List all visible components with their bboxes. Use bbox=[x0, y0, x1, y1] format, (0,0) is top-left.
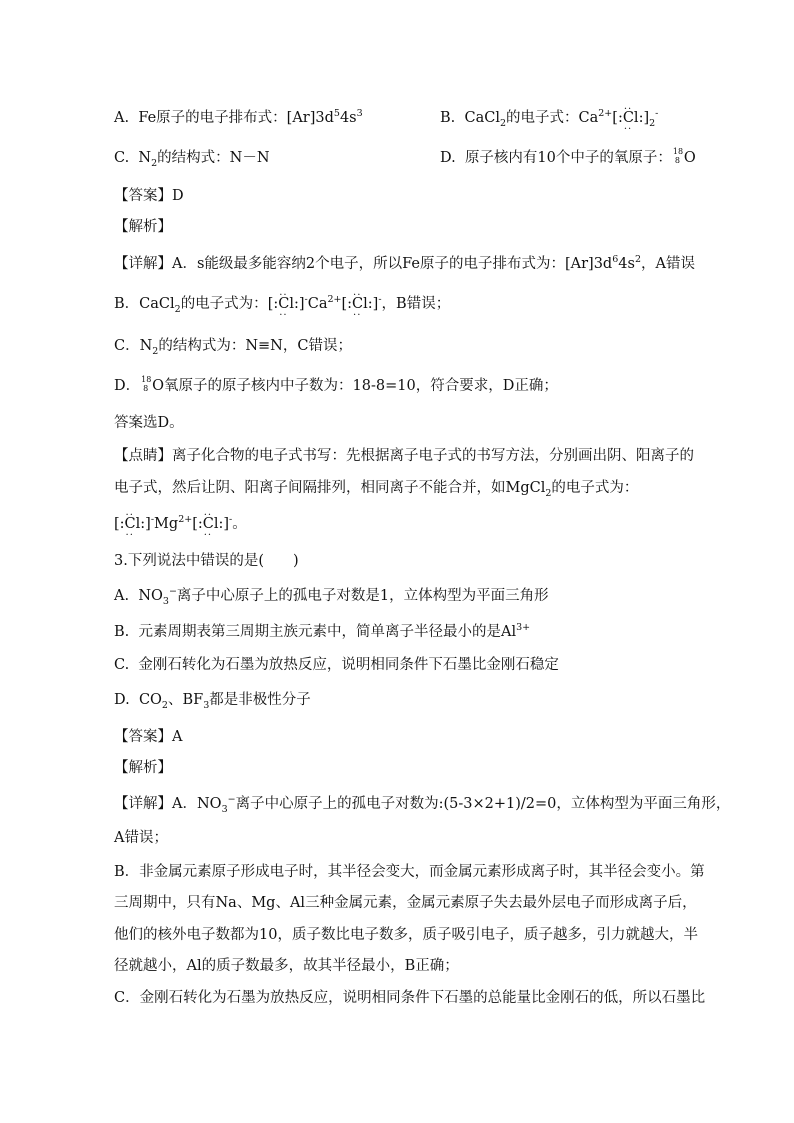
option-c: C. $N_2$的结构式：N－N bbox=[114, 150, 270, 169]
q3-detail-a-cont: A错误； bbox=[114, 830, 168, 846]
electron-dots: .. Cl .. bbox=[125, 514, 141, 534]
electron-dots: .. Cl .. bbox=[623, 108, 639, 128]
detail-a: 【详解】A．s能级最多能容纳2个电子，所以Fe原子的电子排布式为：$[Ar]3d^64s^2$，A错误 bbox=[114, 254, 695, 272]
answer-line: 【答案】D bbox=[114, 188, 184, 204]
q3-analysis-heading: 【解析】 bbox=[114, 760, 172, 776]
tip-line-3: [:.. Cl $..:]^-Mg^{2+}$[:.. Cl ..:]-。 bbox=[114, 514, 247, 534]
q3-detail-b-4: 径就越小，Al的质子数最多，故其半径最小，B正确； bbox=[114, 958, 459, 974]
isotope-notation: 18 8 bbox=[672, 147, 684, 165]
isotope-notation: 18 8 bbox=[141, 375, 152, 393]
electron-dots: .. Cl .. bbox=[203, 514, 219, 534]
option-text: Fe原子的电子排布式：[Ar]3d bbox=[138, 110, 334, 126]
option-b: B. CaCl$_2$的电子式：$Ca^{2+}$[:.. Cl $..:]_2^-$ bbox=[440, 108, 658, 128]
q3-option-c: C. 金刚石转化为石墨为放热反应，说明相同条件下石墨比金刚石稳定 bbox=[114, 657, 559, 673]
q3-detail-a: 【详解】A．$NO_3^-$离子中心原子上的孤电子对数为:(5-3×2+1)/2=0，立体构型为平面三角形， bbox=[114, 794, 731, 815]
detail-d: D． 18 8 O氧原子的原子核内中子数为：18-8=10，符合要求，D正确； bbox=[114, 375, 558, 394]
question-3-stem: 3.下列说法中错误的是( ) bbox=[114, 553, 299, 569]
q3-detail-b-3: 他们的核外电子数都为10，质子数比电子数多，质子吸引电子，质子越多，引力就越大，半 bbox=[114, 927, 698, 943]
tip-line-2: 电子式，然后让阴、阳离子间隔排列，相同离子不能合并，如MgCl$_2$的电子式为： bbox=[114, 480, 639, 499]
option-label: A. bbox=[114, 110, 130, 126]
analysis-heading: 【解析】 bbox=[114, 219, 172, 235]
electron-dots: .. Cl .. bbox=[278, 294, 294, 314]
electron-dots: .. Cl .. bbox=[352, 294, 368, 314]
q3-answer: 【答案】A bbox=[114, 729, 183, 745]
q3-detail-b-1: B．非金属元素原子形成电子时，其半径会变大，而金属元素形成离子时，其半径会变小。第 bbox=[114, 864, 705, 880]
q3-option-b: B. 元素周期表第三周期主族元素中，简单离子半径最小的是$Al^{3+}$ bbox=[114, 622, 531, 640]
conclusion: 答案选D。 bbox=[114, 415, 184, 431]
tip-line-1: 【点睛】离子化合物的电子式书写：先根据离子电子式的书写方法，分别画出阴、阳离子的 bbox=[114, 448, 694, 464]
q3-option-a: A. $NO_3^-$离子中心原子上的孤电子对数是1，立体构型为平面三角形 bbox=[114, 586, 549, 607]
q3-option-d: D. $CO_2$、$BF_3$都是非极性分子 bbox=[114, 692, 311, 711]
detail-c: C．$N_2$的结构式为：N≡N，C错误； bbox=[114, 338, 352, 357]
q3-detail-b-2: 三周期中，只有Na、Mg、Al三种金属元素，金属元素原子失去最外层电子而形成离子后， bbox=[114, 895, 697, 911]
option-label: D. bbox=[440, 150, 456, 166]
q3-detail-c-1: C．金刚石转化为石墨为放热反应，说明相同条件下石墨的总能量比金刚石的低，所以石墨比 bbox=[114, 990, 706, 1006]
option-label: B. bbox=[440, 110, 456, 126]
detail-b: B．CaCl$_2$的电子式为：[:.. Cl $..:]^-Ca^{2+}$[:.. Cl ..:]-，B错误； bbox=[114, 294, 450, 314]
option-d: D. 原子核内有10个中子的氧原子： 18 8 O bbox=[440, 147, 696, 166]
option-label: C. bbox=[114, 150, 130, 166]
option-a: A. Fe原子的电子排布式：$[Ar]3d^54s^3$ bbox=[114, 108, 363, 126]
